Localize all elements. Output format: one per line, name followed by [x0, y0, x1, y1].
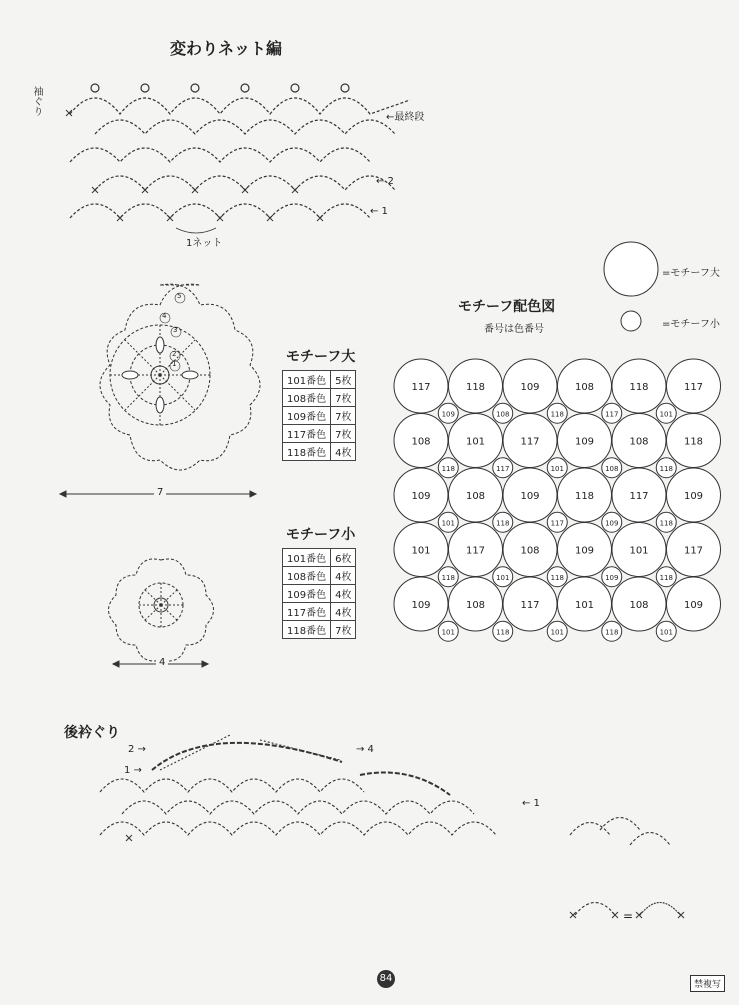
large-motif-color-label: 108: [465, 600, 486, 611]
large-motif-color-label: 101: [411, 545, 431, 557]
small-motif-color-label: 118: [659, 464, 673, 473]
large-motif-color-label: 109: [411, 600, 431, 611]
motif_large-row: [283, 407, 356, 425]
color-layout-title: モチーフ配色図: [458, 299, 556, 315]
back-neckline-title: 後衿ぐり: [64, 725, 120, 741]
motif_small-row: [283, 621, 356, 639]
large-motif-color-label: 101: [465, 436, 486, 448]
large-motif-color-label: 108: [465, 491, 486, 502]
row2-label: ← 2: [376, 176, 394, 187]
color-cell: 109番色: [283, 407, 331, 425]
small-motif-color-label: 101: [496, 573, 510, 582]
motif_small-row: [283, 585, 356, 603]
color-cell: 101番色: [283, 549, 331, 567]
small-motif-color-label: 109: [441, 410, 455, 419]
large-motif-width-label: 7: [154, 487, 166, 498]
net-stitch-title: 変わりネット編: [170, 39, 283, 58]
motif_small-row: [283, 603, 356, 621]
large-motif-color-label: 109: [683, 600, 704, 611]
small-motif-color-label: 101: [550, 464, 564, 473]
round-2-label: 2: [172, 350, 177, 358]
color-cell: 101番色: [283, 371, 331, 389]
small-motif-color-label: 118: [659, 519, 673, 528]
small-motif-color-label: 101: [550, 628, 564, 637]
small-motif-color-label: 118: [659, 573, 673, 582]
net-stitch-diagram: [66, 84, 410, 233]
large-motif-color-label: 109: [520, 382, 540, 393]
large-motif-color-label: 117: [465, 545, 486, 557]
count-cell: 7枚: [331, 389, 356, 407]
small-motif-color-label: 108: [605, 464, 619, 473]
large-motif-color-label: 108: [629, 436, 649, 448]
large-motif-color-label: 101: [574, 600, 595, 611]
color-cell: 108番色: [283, 389, 331, 407]
round-1-label: 1: [172, 360, 177, 368]
motif-small-table: [282, 548, 356, 639]
count-cell: 4枚: [331, 443, 356, 461]
armhole-label: 袖ぐり: [31, 86, 42, 116]
large-motif-color-label: 117: [629, 491, 649, 502]
equals-label: =: [623, 909, 634, 923]
small-motif-color-label: 117: [496, 464, 510, 473]
small-motif-color-label: 118: [441, 573, 455, 582]
small-motif-width-label: 4: [156, 657, 168, 668]
small-motif-color-label: 109: [605, 519, 619, 528]
color-layout-subtitle: 番号は色番号: [484, 324, 544, 335]
small-motif-color-label: 118: [496, 628, 510, 637]
legend-large-label: =モチーフ大: [662, 268, 720, 279]
small-motif-color-label: 118: [550, 410, 564, 419]
large-motif-color-label: 118: [683, 436, 704, 448]
small-motif-diagram: [109, 559, 214, 661]
round-4-label: 4: [162, 312, 167, 320]
large-motif-color-label: 117: [683, 382, 704, 393]
large-motif-color-label: 108: [520, 545, 540, 557]
count-cell: 4枚: [331, 585, 356, 603]
small-motif-color-label: 101: [441, 628, 455, 637]
large-motif-color-label: 117: [683, 545, 704, 557]
large-motif-color-label: 118: [629, 382, 649, 393]
large-motif-color-label: 108: [574, 382, 595, 393]
small-motif-color-label: 101: [659, 628, 673, 637]
color-cell: 118番色: [283, 621, 331, 639]
legend-small-label: =モチーフ小: [662, 319, 720, 330]
round-5-label: 5: [177, 292, 182, 300]
neck-row1-label: 1 →: [124, 765, 142, 776]
large-motif-color-label: 109: [411, 491, 431, 502]
large-motif-color-label: 109: [574, 545, 595, 557]
motif_large-row: [283, 425, 356, 443]
color-cell: 108番色: [283, 567, 331, 585]
small-motif-color-label: 118: [441, 464, 455, 473]
color-layout-grid: [394, 359, 721, 641]
motif_small-row: [283, 567, 356, 585]
neck-row2-label: 2 →: [128, 744, 146, 755]
motif-large-title: モチーフ大: [286, 349, 356, 365]
small-motif-color-label: 118: [496, 519, 510, 528]
large-motif-diagram: [100, 284, 260, 470]
count-cell: 6枚: [331, 549, 356, 567]
count-cell: 4枚: [331, 603, 356, 621]
small-motif-color-label: 101: [441, 519, 455, 528]
large-motif-color-label: 108: [629, 600, 649, 611]
color-cell: 118番色: [283, 443, 331, 461]
last-row-label: ←最終段: [386, 112, 425, 123]
large-motif-color-label: 109: [574, 436, 595, 448]
large-motif-color-label: 117: [520, 600, 540, 611]
count-cell: 4枚: [331, 567, 356, 585]
color-cell: 109番色: [283, 585, 331, 603]
motif_small-row: [283, 549, 356, 567]
small-motif-color-label: 109: [605, 573, 619, 582]
small-motif-color-label: 101: [659, 410, 673, 419]
page-number: 84: [377, 970, 395, 988]
large-motif-color-label: 101: [629, 545, 649, 557]
row1-label: ← 1: [370, 206, 388, 217]
small-motif-color-label: 108: [496, 410, 510, 419]
legend-small-circle: [621, 311, 641, 331]
large-motif-color-label: 109: [683, 491, 704, 502]
large-motif-color-label: 118: [465, 382, 486, 393]
motif-large-table: [282, 370, 356, 461]
motif_large-row: [283, 443, 356, 461]
count-cell: 7枚: [331, 407, 356, 425]
copy-notice: 禁複写: [690, 975, 725, 992]
large-motif-color-label: 108: [411, 436, 431, 448]
count-cell: 7枚: [331, 621, 356, 639]
round-3-label: 3: [173, 326, 178, 334]
small-motif-color-label: 118: [605, 628, 619, 637]
count-cell: 7枚: [331, 425, 356, 443]
large-motif-color-label: 117: [520, 436, 540, 448]
large-motif-color-label: 109: [520, 491, 540, 502]
small-motif-color-label: 117: [550, 519, 564, 528]
color-cell: 117番色: [283, 425, 331, 443]
one-net-label: 1ネット: [186, 238, 223, 249]
large-motif-color-label: 118: [574, 491, 595, 502]
motif_large-row: [283, 371, 356, 389]
small-motif-color-label: 118: [550, 573, 564, 582]
color-cell: 117番色: [283, 603, 331, 621]
count-cell: 5枚: [331, 371, 356, 389]
motif_large-row: [283, 389, 356, 407]
neck-row1-right-label: ← 1: [522, 798, 540, 809]
legend-large-circle: [604, 242, 658, 296]
motif-small-title: モチーフ小: [286, 527, 356, 543]
small-motif-color-label: 117: [605, 410, 619, 419]
neck-row4-label: → 4: [356, 744, 374, 755]
large-motif-color-label: 117: [411, 382, 431, 393]
back-neckline-diagram: [100, 735, 684, 918]
